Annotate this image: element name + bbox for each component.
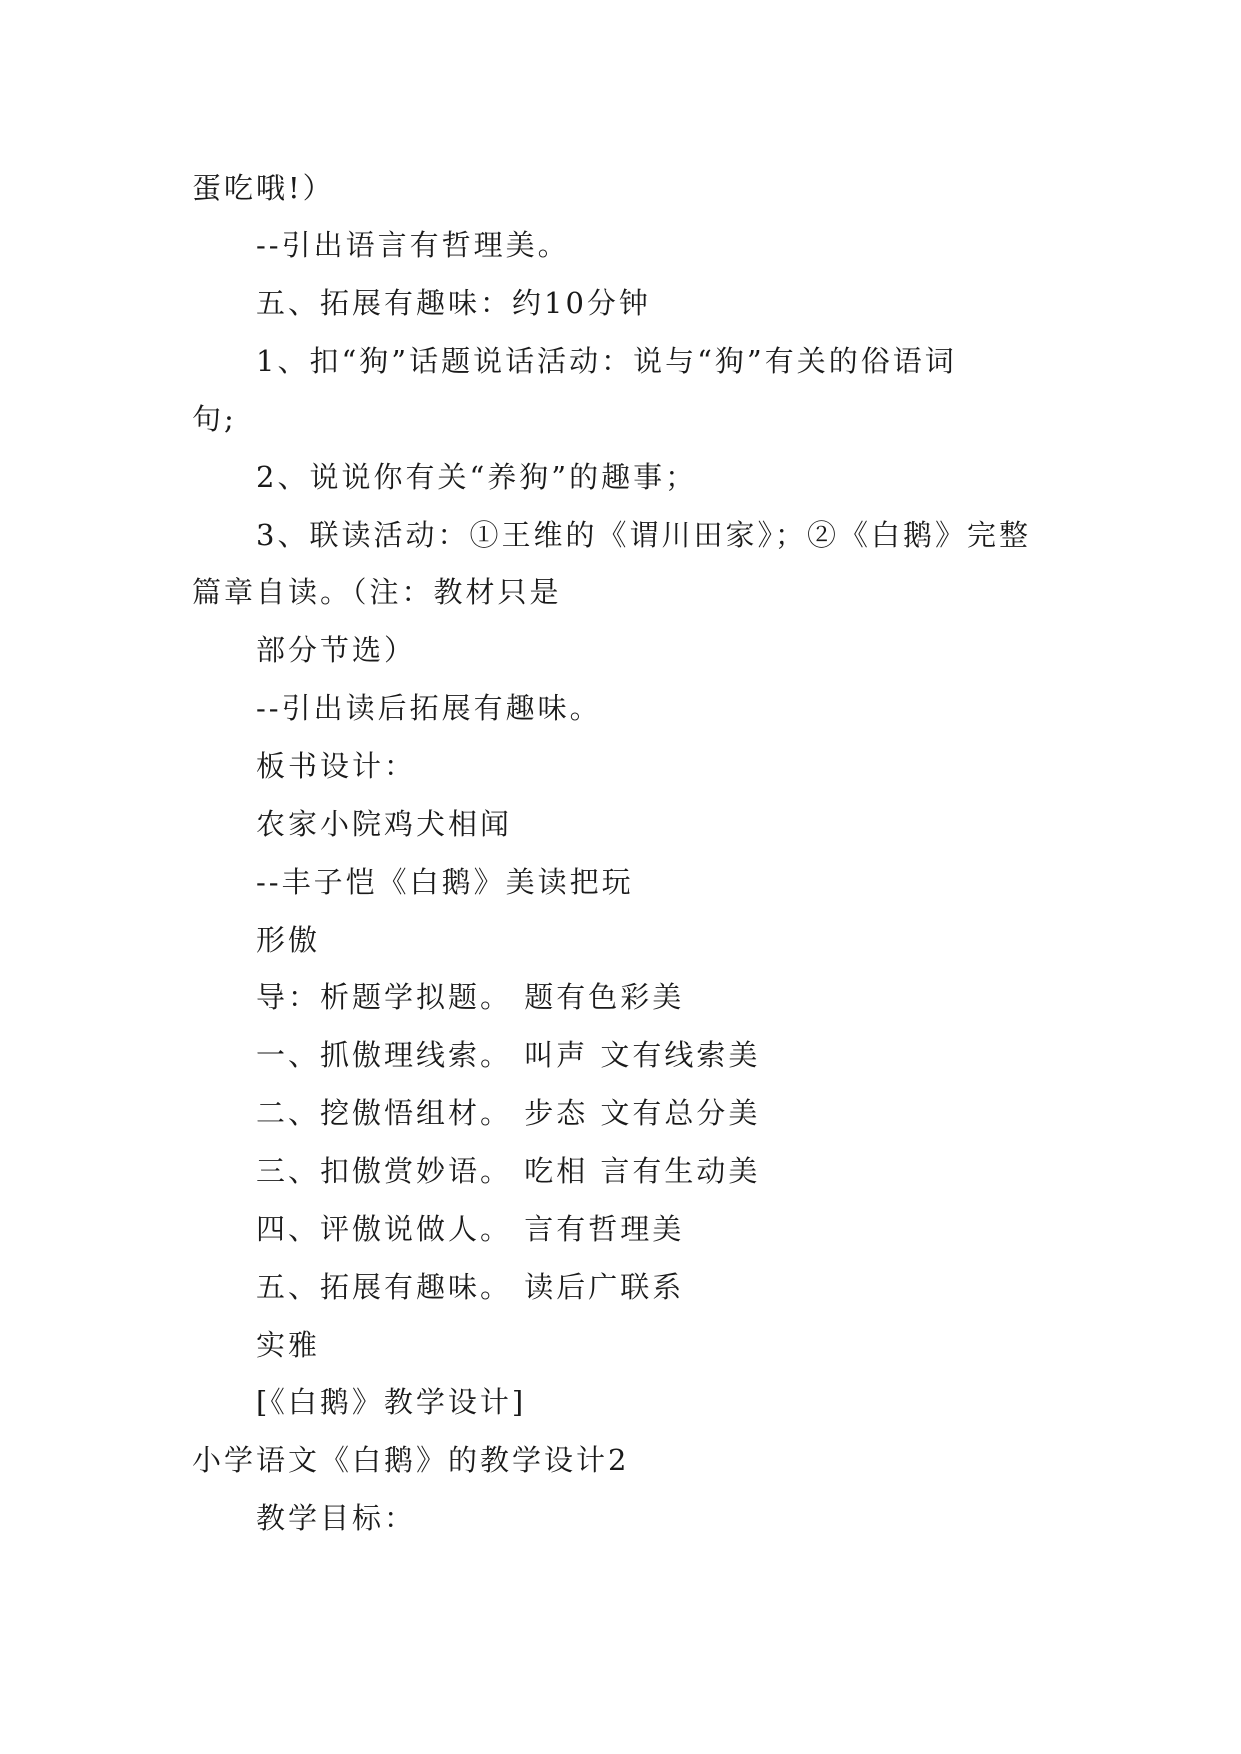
text-line: [《白鹅》教学设计] xyxy=(256,1385,527,1419)
section-heading: 小学语文《白鹅》的教学设计2 xyxy=(192,1443,630,1477)
text-line: 二、挖傲悟组材。 步态 文有总分美 xyxy=(256,1096,761,1130)
text-line: 导：析题学拟题。 题有色彩美 xyxy=(256,980,685,1014)
text-line: 三、扣傲赏妙语。 吃相 言有生动美 xyxy=(256,1154,761,1188)
text-line: 五、拓展有趣味：约10分钟 xyxy=(256,286,651,320)
text-line: 部分节选） xyxy=(256,633,417,667)
text-line: --丰子恺《白鹅》美读把玩 xyxy=(256,865,634,899)
text-line: 一、抓傲理线索。 叫声 文有线索美 xyxy=(256,1038,761,1072)
text-line: --引出读后拓展有趣味。 xyxy=(256,691,602,725)
text-line: 3、联读活动：①王维的《谓川田家》；②《白鹅》完整 xyxy=(256,518,1031,552)
text-line: 五、拓展有趣味。 读后广联系 xyxy=(256,1270,685,1304)
text-line: 四、评傲说做人。 言有哲理美 xyxy=(256,1212,685,1246)
text-line: 2、说说你有关“养狗”的趣事； xyxy=(256,460,698,494)
text-line: 教学目标： xyxy=(256,1501,417,1535)
text-line: 板书设计： xyxy=(256,749,417,783)
text-line: 篇章自读。（注：教材只是 xyxy=(192,575,562,609)
text-line: 形傲 xyxy=(256,923,321,957)
text-line: 农家小院鸡犬相闻 xyxy=(256,807,513,841)
text-line: 实雅 xyxy=(256,1328,321,1362)
text-line: 蛋吃哦!） xyxy=(192,171,335,205)
text-line: 1、扣“狗”话题说话活动：说与“狗”有关的俗语词 xyxy=(256,344,957,378)
text-line: 句; xyxy=(192,402,237,436)
text-line: --引出语言有哲理美。 xyxy=(256,228,570,262)
